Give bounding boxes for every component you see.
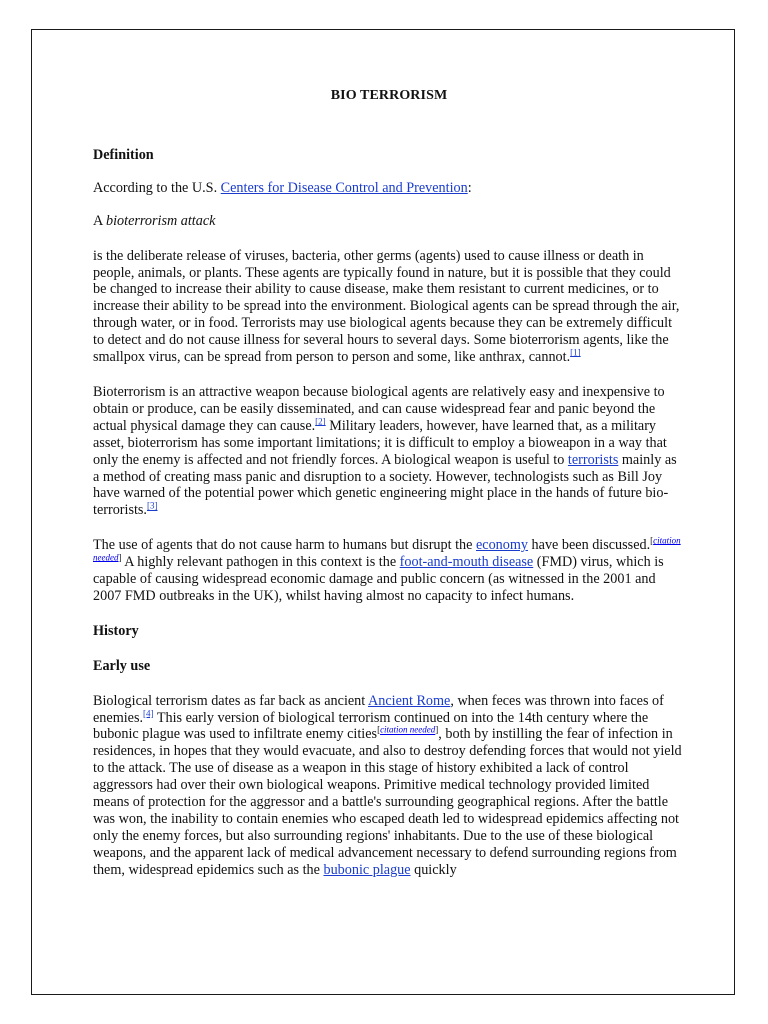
ref-4-link[interactable]: [4] <box>143 707 154 718</box>
history-text-b: , when feces was thrown into faces of enemies. <box>93 692 664 726</box>
intro-suffix: : <box>467 179 472 196</box>
attack-term: bioterrorism attack <box>106 212 216 229</box>
document-body <box>93 80 685 879</box>
bracket-close: ] <box>435 724 439 735</box>
economy-link[interactable]: economy <box>475 537 528 554</box>
definition-paragraph-2 <box>93 384 685 519</box>
history-paragraph <box>93 693 685 879</box>
history-text-c: This early version of biological terrorism continued on into the 14th century where the bubonic plague was used to infiltrate enemy cities <box>93 709 649 743</box>
document-title: BIO TERRORISM <box>330 88 448 103</box>
ref-2-link[interactable]: [2] <box>315 416 326 427</box>
para1-text: is the deliberate release of viruses, bacteria, other germs (agents) used to cause illness or death in people, animals, or plants. These agents are typically found in nature, but it is possible that they could be changed to increase their ability to cause disease, make them resistant to current medicines, or to increase their ability to be spread into the environment. Biological agents can be spread through the air, through water, or in food. Terrorists may use biological agents because they can be extremely difficult to detect and do not cause illness for several hours to several days. Some bioterrorism agents, like the smallpox virus, can be spread from person to person and some, like anthrax, cannot. <box>93 247 680 366</box>
definition-heading: Definition <box>93 146 154 163</box>
bracket-open: [ <box>650 535 654 546</box>
citation-needed-note-2 <box>377 725 438 735</box>
para2-text-a: Bioterrorism is an attractive weapon because biological agents are relatively easy and inexpensive to obtain or produce, can be easily disseminated, and can cause widespread fear and panic beyond the actual physical damage they can cause. <box>93 383 665 434</box>
terrorists-link[interactable]: terrorists <box>567 451 619 468</box>
para3-text-a: The use of agents that do not cause harm to humans but disrupt the <box>93 537 476 554</box>
history-heading: History <box>93 622 139 639</box>
para3-text-b: have been discussed. <box>528 537 651 554</box>
attack-term-line <box>93 213 685 230</box>
history-text-d: , both by instilling the fear of infection in residences, in hopes that they would evacuate, and also to destroy defending forces that would not yield to the attack. The use of disease as a weapon in this stage of history exhibited a lack of control aggressors had over their own biological weapons. Primitive medical technology provided limited means of protection for the aggressor and a battle's surrounding geographical regions. After the battle was won, the inability to contain enemies who escaped death led to widespread epidemics affecting not only the enemy forces, but also surrounding regions' inhabitants. Due to the use of these biological weapons, and the apparent lack of medical advancement necessary to defend surrounding regions from them, widespread epidemics such as the <box>93 726 682 878</box>
para3-text-c: A highly relevant pathogen in this context is the <box>121 554 400 571</box>
intro-prefix: According to the U.S. <box>93 179 221 196</box>
history-text-e: quickly <box>410 861 457 878</box>
citation-needed-link-1[interactable]: citation needed <box>93 535 681 563</box>
attack-prefix: A <box>93 212 107 229</box>
citation-needed-link-2[interactable]: citation needed <box>380 724 436 735</box>
ref-3-link[interactable]: [3] <box>146 500 158 511</box>
ref-1-link[interactable]: [1] <box>570 347 581 358</box>
definition-intro <box>93 180 685 197</box>
para2-text-b: Military leaders, however, have learned that, as a military asset, bioterrorism has some important limitations; it is difficult to employ a bioweapon in a way that only the enemy is affected and not friendly forces. A biological weapon is useful to <box>93 417 667 468</box>
history-text-a: Biological terrorism dates as far back as ancient <box>93 692 368 709</box>
cdc-link[interactable]: Centers for Disease Control and Prevention <box>220 179 468 196</box>
fmd-link[interactable]: foot-and-mouth disease <box>399 554 534 571</box>
definition-paragraph-3 <box>93 537 685 605</box>
para2-text-c: mainly as a method of creating mass panic and disruption to a society. However, technologists such as Bill Joy have warned of the potential power which genetic engineering might place in the hands of future bio-terrorists. <box>93 451 677 519</box>
bracket-close: ] <box>118 552 122 563</box>
early-use-heading: Early use <box>93 657 151 674</box>
bubonic-plague-link[interactable]: bubonic plague <box>323 861 411 878</box>
bracket-open: [ <box>377 724 381 735</box>
para3-text-d: (FMD) virus, which is capable of causing widespread economic damage and public concern (as witnessed in the 2001 and 2007 FMD outbreaks in the UK), whilst having almost no capacity to infect humans. <box>93 554 664 604</box>
ancient-rome-link[interactable]: Ancient Rome <box>367 692 451 709</box>
definition-paragraph-1 <box>93 248 685 366</box>
